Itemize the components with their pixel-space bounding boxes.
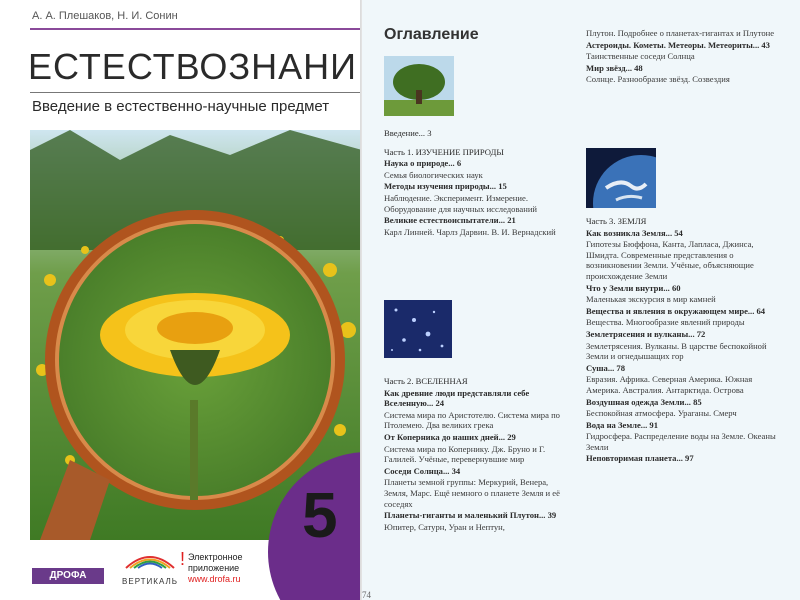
rainbow-icon: [122, 550, 178, 570]
toc-entry: Планеты земной группы: Меркурий, Венера, Земля, Марс. Ещё немного о планете Земля и её соседях: [384, 477, 560, 509]
toc-entry: Землетрясения. Вулканы. В царстве беспокойной Земли и огнедышащих гор: [586, 340, 767, 362]
toc-column-2a: [586, 28, 776, 86]
toc-entry: Карл Линней. Чарлз Дарвин. В. И. Вернадский: [384, 226, 556, 237]
toc-entry: Введение... 3: [384, 128, 432, 138]
toc-entry: Маленькая экскурсия в мир камней: [586, 294, 716, 305]
toc-entry: От Коперника до наших дней... 29: [384, 431, 516, 442]
toc-heading: Оглавление: [384, 26, 479, 43]
toc-entry: Юпитер, Сатурн, Уран и Нептун,: [384, 521, 505, 532]
toc-entry: Часть 2. ВСЕЛЕННАЯ: [384, 376, 468, 386]
e-app-line2: приложение: [188, 563, 240, 573]
earth-thumbnail: [586, 148, 656, 208]
toc-entry: Мир звёзд... 48: [586, 62, 643, 73]
toc-entry: Астероиды. Кометы. Метеоры. Метеориты... 43: [586, 39, 770, 50]
toc-entry: Соседи Солнца... 34: [384, 465, 461, 476]
toc-entry: Как древние люди представляли себе Вселенную... 24: [384, 387, 530, 409]
cover-top-rule: [30, 28, 362, 30]
toc-entry: Неповторимая планета... 97: [586, 453, 694, 464]
vertikal-logo: [120, 550, 180, 586]
toc-column-2b: [586, 216, 776, 465]
cover-subtitle: Введение в естественно-научные предмет: [32, 98, 330, 115]
toc-entry: Солнце. Разнообразие звёзд. Созвездия: [586, 74, 730, 85]
toc-entry: Система мира по Копернику. Дж. Бруно и Г. Галилей. Учёные, перевернувшие мир: [384, 443, 546, 465]
cover-title-rule: [30, 92, 362, 93]
toc-entry: Великие естествоиспытатели... 21: [384, 215, 516, 226]
toc-entry: Беспокойная атмосфера. Ураганы. Смерч: [586, 408, 737, 419]
toc-entry: Вещества и явления в окружающем мире... 64: [586, 305, 766, 316]
cover-title: ЕСТЕСТВОЗНАНИ: [28, 46, 358, 87]
electronic-app-note: [180, 549, 243, 585]
publisher-logo: ДРОФА: [32, 568, 104, 584]
toc-entry: Гидросфера. Распределение воды на Земле. Океаны Земли: [586, 431, 776, 452]
toc-entry: Таинственные соседи Солнца: [586, 51, 695, 62]
galaxy-thumbnail: [384, 300, 452, 358]
table-of-contents: [362, 0, 800, 600]
toc-entry: Вода на Земле... 91: [586, 419, 658, 430]
toc-entry: Суша... 78: [586, 362, 626, 373]
vertikal-label: ВЕРТИКАЛЬ: [122, 577, 178, 586]
cover-authors: А. А. Плешаков, Н. И. Сонин: [32, 10, 178, 22]
toc-entry: Гипотезы Бюффона, Канта, Лапласа, Джинса, Шмидта. Современные представления о возникновении Земли. Учёные, объясняющие происхождение Земли: [586, 239, 754, 281]
toc-entry: Воздушная одежда Земли... 85: [586, 396, 702, 407]
toc-entry: Плутон. Подробнее о планетах-гигантах и Плутоне: [586, 28, 775, 38]
grade-number: 5: [302, 479, 338, 551]
book-cover: [0, 0, 362, 600]
toc-entry: Часть 1. ИЗУЧЕНИЕ ПРИРОДЫ: [384, 146, 504, 157]
page-number: 74: [362, 590, 371, 600]
toc-entry: Планеты-гиганты и маленький Плутон... 39: [384, 510, 557, 521]
e-app-line1: Электронное: [188, 552, 243, 562]
toc-entry: Наблюдение. Эксперимент. Измерение. Оборудование для научных исследований: [384, 192, 538, 214]
toc-entry: Вещества. Многообразие явлений природы: [586, 317, 745, 328]
e-app-url[interactable]: www.drofa.ru: [188, 574, 241, 584]
toc-entry: Наука о природе... 6: [384, 158, 462, 169]
toc-entry: Евразия. Африка. Северная Америка. Южная Америка. Австралия. Антарктида. Острова: [586, 374, 753, 395]
toc-entry: Землетрясения и вулканы... 72: [586, 328, 706, 339]
toc-entry: Как возникла Земля... 54: [586, 227, 683, 238]
exclamation-icon: !: [180, 549, 186, 569]
toc-entry: Что у Земли внутри... 60: [586, 282, 681, 293]
tree-thumbnail: [384, 56, 454, 116]
toc-entry: Методы изучения природы... 15: [384, 181, 507, 192]
toc-entry: Система мира по Аристотелю. Система мира по Птолемею. Два великих грека: [384, 409, 560, 431]
toc-entry: Семья биологических наук: [384, 169, 483, 180]
toc-column-1b: [384, 376, 564, 533]
toc-column-1a: [384, 128, 564, 238]
toc-entry: Часть 3. ЗЕМЛЯ: [586, 216, 647, 226]
